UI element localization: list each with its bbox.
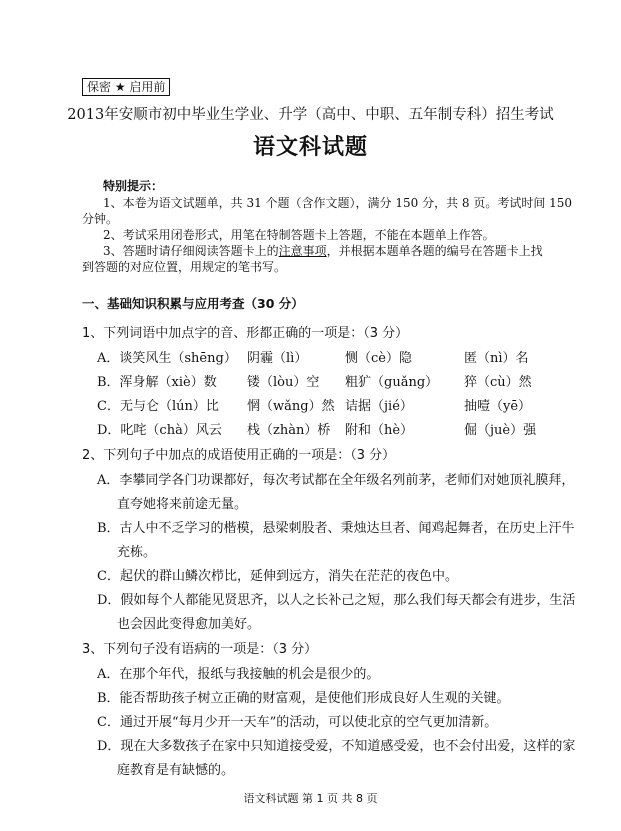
q3-option-c: C．通过开展“每月少开一天车”的活动，可以使北京的空气更加清新。	[97, 715, 498, 730]
q2-option-c: C．起伏的群山鳞次栉比，延伸到远方，消失在茫茫的夜色中。	[97, 569, 458, 584]
q3-option-a: A．在那个年代，报纸与我接触的机会是很少的。	[97, 667, 380, 682]
page-footer: 语文科试题 第 1 页 共 8 页	[243, 792, 378, 805]
notice-attention-underlined: 注意事项	[278, 244, 327, 258]
q1-row-c-col3: 诘据（jié）	[345, 399, 413, 414]
q1-row-c-col2: 惘（wǎng）然	[247, 399, 335, 414]
question-2-stem: 2、下列句子中加点的成语使用正确的一项是：（3 分）	[82, 448, 396, 463]
q3-option-b: B．能否帮助孩子树立正确的财富观，是使他们形成良好人生观的关键。	[97, 691, 510, 706]
q1-row-b-col1: B．浑身解（xiè）数	[97, 375, 217, 390]
notice-line-3: 2、考试采用闭卷形式，用笔在特制答题卡上答题，不能在本题单上作答。	[103, 228, 495, 242]
q2-option-d-line1: D．假如每个人都能见贤思齐，以人之长补己之短，那么我们每天都会有进步，生活	[97, 593, 576, 608]
q3-option-d-line1: D．现在大多数孩子在家中只知道接受爱，不知道感受爱，也不会付出爱，这样的家	[97, 739, 576, 754]
q1-row-a-col2: 阴霾（lì）	[247, 351, 308, 366]
q1-row-d-col4: 倔（juè）强	[464, 423, 537, 438]
q1-row-d-col1: D．叱咤（chà）风云	[97, 423, 222, 438]
q1-row-d-col3: 附和（hè）	[345, 423, 414, 438]
q3-option-d-line2: 庭教育是有缺憾的。	[117, 763, 235, 778]
q2-option-b-line1: B．古人中不乏学习的楷模，悬梁刺股者、秉烛达旦者、闻鸡起舞者，在历史上汗牛	[97, 521, 575, 536]
q2-option-d-line2: 也会因此变得愈加美好。	[117, 617, 261, 632]
notice-line-2: 分钟。	[82, 212, 119, 226]
question-1-stem: 1、下列词语中加点字的音、形都正确的一项是：（3 分）	[82, 326, 409, 341]
notice-heading: 特别提示：	[103, 179, 164, 193]
q1-row-d-col2: 栈（zhàn）桥	[247, 423, 331, 438]
section-heading: 一、基础知识积累与应用考查（30 分）	[82, 296, 304, 311]
notice-line-1: 1、本卷为语文试题单，共 31 个题（含作文题），满分 150 分，共 8 页。考试时间 150	[103, 196, 573, 210]
q1-row-a-col1: A．谈笑风生（shēng）	[97, 351, 237, 366]
q1-row-b-col2: 镂（lòu）空	[247, 375, 320, 390]
q2-option-b-line2: 充栋。	[117, 545, 157, 560]
notice-line-4-b: ，并根据本题单各题的编号在答题卡上找	[326, 244, 543, 258]
q1-row-b-col3: 粗犷（guǎng）	[345, 375, 439, 390]
notice-line-4	[103, 243, 543, 259]
q2-option-a-line1: A．李攀同学各门功课都好，每次考试都在全年级名列前茅，老师们对她顶礼膜拜，	[97, 473, 575, 488]
q1-row-b-col4: 猝（cù）然	[464, 375, 532, 390]
q1-row-c-col1: C．无与仑（lún）比	[97, 399, 219, 414]
exam-title: 2013年安顺市初中毕业生学业、升学（高中、中职、五年制专科）招生考试	[67, 107, 554, 123]
notice-line-4-a: 3、答题时请仔细阅读答题卡上的	[103, 244, 279, 258]
question-3-stem: 3、下列句子没有语病的一项是：（3 分）	[82, 642, 318, 657]
paper-title: 语文科试题	[252, 135, 368, 160]
q2-option-a-line2: 直夸她将来前途无量。	[117, 497, 248, 512]
q1-row-a-col3: 恻（cè）隐	[345, 351, 412, 366]
q1-row-c-col4: 抽噎（yē）	[464, 399, 532, 414]
confidential-stamp: 保密 ★ 启用前	[82, 78, 170, 96]
q1-row-a-col4: 匿（nì）名	[464, 351, 529, 366]
notice-line-5: 到答题的对应位置，用规定的笔书写。	[82, 260, 287, 274]
